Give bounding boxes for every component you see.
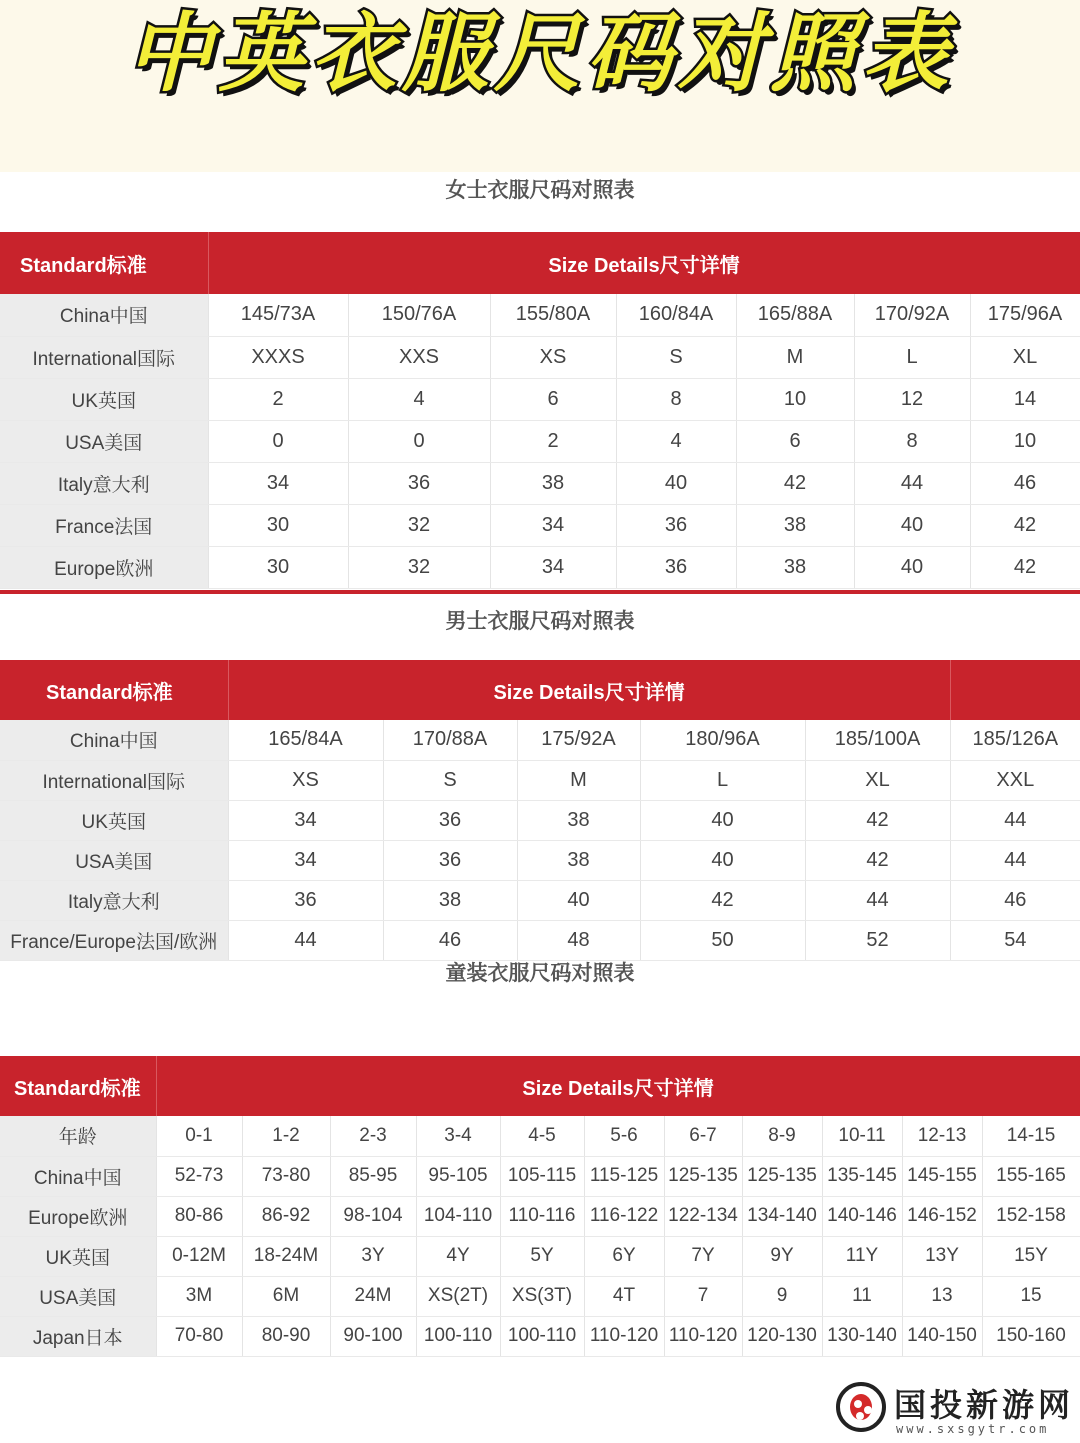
size-cell: 150-160: [982, 1316, 1080, 1356]
table-row: [0, 1116, 1080, 1156]
size-cell: 85-95: [330, 1156, 416, 1196]
size-cell: 50: [640, 920, 805, 960]
size-cell: 46: [970, 462, 1080, 504]
row-label: UK英国: [0, 800, 228, 840]
size-cell: 145-155: [902, 1156, 982, 1196]
size-cell: 9Y: [742, 1236, 822, 1276]
size-cell: 185/100A: [805, 720, 950, 760]
size-cell: 52: [805, 920, 950, 960]
size-cell: 110-120: [584, 1316, 664, 1356]
size-cell: 86-92: [242, 1196, 330, 1236]
size-cell: 5-6: [584, 1116, 664, 1156]
table-row: [0, 720, 1080, 760]
row-label: 年龄: [0, 1116, 156, 1156]
size-cell: 180/96A: [640, 720, 805, 760]
size-cell: 90-100: [330, 1316, 416, 1356]
size-cell: 38: [490, 462, 616, 504]
row-label: Italy意大利: [0, 462, 208, 504]
size-cell: 3M: [156, 1276, 242, 1316]
size-cell: 36: [228, 880, 383, 920]
row-label: USA美国: [0, 1276, 156, 1316]
size-cell: 7: [664, 1276, 742, 1316]
size-cell: 73-80: [242, 1156, 330, 1196]
size-cell: 100-110: [500, 1316, 584, 1356]
size-cell: 2: [490, 420, 616, 462]
table-row: [0, 294, 1080, 336]
row-label: International国际: [0, 336, 208, 378]
table-row: [0, 1196, 1080, 1236]
table-row: [0, 1316, 1080, 1356]
size-cell: XL: [805, 760, 950, 800]
table-row: [0, 880, 1080, 920]
size-cell: 170/92A: [854, 294, 970, 336]
size-cell: 0-1: [156, 1116, 242, 1156]
table-row: [0, 1236, 1080, 1276]
watermark-url: www.sxsgytr.com: [896, 1422, 1050, 1436]
size-cell: 116-122: [584, 1196, 664, 1236]
size-cell: 10: [970, 420, 1080, 462]
size-cell: 40: [640, 800, 805, 840]
size-cell: 38: [736, 504, 854, 546]
size-cell: 98-104: [330, 1196, 416, 1236]
size-cell: 95-105: [416, 1156, 500, 1196]
size-cell: 0: [348, 420, 490, 462]
kids-size-table: [0, 1056, 1080, 1357]
size-cell: 7Y: [664, 1236, 742, 1276]
size-cell: 38: [736, 546, 854, 588]
size-cell: 122-134: [664, 1196, 742, 1236]
size-cell: 40: [854, 504, 970, 546]
size-cell: XXXS: [208, 336, 348, 378]
row-label: Japan日本: [0, 1316, 156, 1356]
size-cell: 135-145: [822, 1156, 902, 1196]
men-section-title: 男士衣服尺码对照表: [445, 609, 635, 633]
women-size-table: [0, 232, 1080, 589]
size-cell: 170/88A: [383, 720, 517, 760]
size-cell: 54: [950, 920, 1080, 960]
size-cell: 44: [805, 880, 950, 920]
row-label: France/Europe法国/欧洲: [0, 920, 228, 960]
size-cell: 44: [228, 920, 383, 960]
size-cell: 40: [616, 462, 736, 504]
title-banner: [0, 0, 1080, 172]
size-cell: 140-146: [822, 1196, 902, 1236]
size-cell: 105-115: [500, 1156, 584, 1196]
size-cell: 2: [208, 378, 348, 420]
size-cell: 185/126A: [950, 720, 1080, 760]
size-cell: 1-2: [242, 1116, 330, 1156]
size-cell: S: [383, 760, 517, 800]
size-cell: 42: [640, 880, 805, 920]
watermark-name: 国投新游网: [894, 1386, 1075, 1424]
size-cell: 38: [383, 880, 517, 920]
size-cell: 110-120: [664, 1316, 742, 1356]
size-cell: 4T: [584, 1276, 664, 1316]
table-row: [0, 504, 1080, 546]
size-cell: 14: [970, 378, 1080, 420]
size-cell: 34: [228, 800, 383, 840]
size-cell: 11Y: [822, 1236, 902, 1276]
size-cell: 30: [208, 546, 348, 588]
size-cell: 4: [616, 420, 736, 462]
size-cell: 32: [348, 546, 490, 588]
size-cell: 150/76A: [348, 294, 490, 336]
size-cell: 80-90: [242, 1316, 330, 1356]
size-cell: 140-150: [902, 1316, 982, 1356]
size-cell: 125-135: [742, 1156, 822, 1196]
row-label: China中国: [0, 294, 208, 336]
size-cell: 44: [950, 840, 1080, 880]
size-cell: 8-9: [742, 1116, 822, 1156]
size-cell: 42: [970, 504, 1080, 546]
size-cell: 8: [854, 420, 970, 462]
size-cell: 104-110: [416, 1196, 500, 1236]
size-cell: XS(2T): [416, 1276, 500, 1316]
size-cell: XXS: [348, 336, 490, 378]
size-cell: 130-140: [822, 1316, 902, 1356]
table-row: [0, 420, 1080, 462]
size-cell: 8: [616, 378, 736, 420]
size-cell: 15: [982, 1276, 1080, 1316]
row-label: France法国: [0, 504, 208, 546]
size-cell: 46: [950, 880, 1080, 920]
size-cell: 155/80A: [490, 294, 616, 336]
size-cell: 46: [383, 920, 517, 960]
size-cell: 134-140: [742, 1196, 822, 1236]
size-cell: 11: [822, 1276, 902, 1316]
row-label: Europe欧洲: [0, 546, 208, 588]
size-cell: 2-3: [330, 1116, 416, 1156]
size-cell: 160/84A: [616, 294, 736, 336]
row-label: China中国: [0, 1156, 156, 1196]
size-cell: XS(3T): [500, 1276, 584, 1316]
row-label: USA美国: [0, 420, 208, 462]
size-cell: 165/84A: [228, 720, 383, 760]
size-cell: 152-158: [982, 1196, 1080, 1236]
table-row: [0, 920, 1080, 960]
size-cell: 70-80: [156, 1316, 242, 1356]
size-cell: 145/73A: [208, 294, 348, 336]
size-cell: 6Y: [584, 1236, 664, 1276]
size-cell: 12: [854, 378, 970, 420]
kids-section-title: 童装衣服尺码对照表: [445, 961, 635, 985]
size-cell: 165/88A: [736, 294, 854, 336]
watermark: [830, 1378, 1080, 1443]
size-cell: 175/92A: [517, 720, 640, 760]
size-cell: 3-4: [416, 1116, 500, 1156]
size-cell: 5Y: [500, 1236, 584, 1276]
size-cell: 42: [970, 546, 1080, 588]
size-cell: 6M: [242, 1276, 330, 1316]
table-row: [0, 760, 1080, 800]
size-cell: XS: [228, 760, 383, 800]
size-cell: 36: [383, 800, 517, 840]
size-cell: 36: [348, 462, 490, 504]
size-cell: S: [616, 336, 736, 378]
kids-header-details: Size Details尺寸详情: [156, 1056, 1080, 1116]
size-cell: 32: [348, 504, 490, 546]
size-cell: 125-135: [664, 1156, 742, 1196]
size-cell: 3Y: [330, 1236, 416, 1276]
size-cell: 110-116: [500, 1196, 584, 1236]
size-cell: 18-24M: [242, 1236, 330, 1276]
size-cell: 44: [950, 800, 1080, 840]
table-row: [0, 1156, 1080, 1196]
size-cell: 30: [208, 504, 348, 546]
size-cell: XS: [490, 336, 616, 378]
row-label: China中国: [0, 720, 228, 760]
row-label: UK英国: [0, 1236, 156, 1276]
size-cell: 13: [902, 1276, 982, 1316]
row-label: UK英国: [0, 378, 208, 420]
size-cell: XXL: [950, 760, 1080, 800]
size-cell: 120-130: [742, 1316, 822, 1356]
men-header-standard: Standard标准: [0, 660, 228, 720]
size-cell: L: [854, 336, 970, 378]
size-cell: 146-152: [902, 1196, 982, 1236]
size-cell: 6: [490, 378, 616, 420]
size-cell: 38: [517, 840, 640, 880]
size-cell: 175/96A: [970, 294, 1080, 336]
size-cell: M: [517, 760, 640, 800]
table-row: [0, 840, 1080, 880]
ladybug-logo-icon: [836, 1382, 886, 1432]
size-cell: 100-110: [416, 1316, 500, 1356]
size-cell: 44: [854, 462, 970, 504]
women-header-details: Size Details尺寸详情: [208, 232, 1080, 294]
table-row: [0, 336, 1080, 378]
men-size-table: [0, 660, 1080, 961]
women-section-title: 女士衣服尺码对照表: [445, 178, 635, 202]
size-cell: 6: [736, 420, 854, 462]
size-cell: 34: [490, 504, 616, 546]
size-cell: 52-73: [156, 1156, 242, 1196]
size-cell: 40: [517, 880, 640, 920]
table-row: [0, 378, 1080, 420]
size-cell: 80-86: [156, 1196, 242, 1236]
size-cell: XL: [970, 336, 1080, 378]
row-label: USA美国: [0, 840, 228, 880]
size-cell: 24M: [330, 1276, 416, 1316]
women-header-standard: Standard标准: [0, 232, 208, 294]
table-row: [0, 800, 1080, 840]
size-cell: M: [736, 336, 854, 378]
row-label: International国际: [0, 760, 228, 800]
size-cell: 42: [805, 840, 950, 880]
men-header-details: Size Details尺寸详情: [228, 660, 950, 720]
size-cell: 10: [736, 378, 854, 420]
women-table-bottom-rule: [0, 590, 1080, 594]
size-cell: 10-11: [822, 1116, 902, 1156]
size-cell: 42: [736, 462, 854, 504]
size-cell: 0: [208, 420, 348, 462]
size-cell: 12-13: [902, 1116, 982, 1156]
size-cell: 14-15: [982, 1116, 1080, 1156]
size-cell: 34: [490, 546, 616, 588]
size-cell: 40: [640, 840, 805, 880]
size-cell: 34: [228, 840, 383, 880]
size-cell: 0-12M: [156, 1236, 242, 1276]
page-title: 中英衣服尺码对照表: [126, 4, 954, 104]
size-cell: L: [640, 760, 805, 800]
row-label: Italy意大利: [0, 880, 228, 920]
size-cell: 155-165: [982, 1156, 1080, 1196]
size-cell: 36: [616, 504, 736, 546]
size-cell: 42: [805, 800, 950, 840]
size-cell: 6-7: [664, 1116, 742, 1156]
size-cell: 13Y: [902, 1236, 982, 1276]
size-cell: 36: [616, 546, 736, 588]
size-cell: 36: [383, 840, 517, 880]
size-cell: 4-5: [500, 1116, 584, 1156]
table-row: [0, 462, 1080, 504]
row-label: Europe欧洲: [0, 1196, 156, 1236]
size-cell: 4: [348, 378, 490, 420]
table-row: [0, 546, 1080, 588]
table-row: [0, 1276, 1080, 1316]
size-cell: 40: [854, 546, 970, 588]
size-cell: 48: [517, 920, 640, 960]
men-header-empty: [950, 660, 1080, 720]
size-cell: 34: [208, 462, 348, 504]
size-cell: 15Y: [982, 1236, 1080, 1276]
size-cell: 9: [742, 1276, 822, 1316]
kids-header-standard: Standard标准: [0, 1056, 156, 1116]
size-cell: 115-125: [584, 1156, 664, 1196]
size-cell: 4Y: [416, 1236, 500, 1276]
size-cell: 38: [517, 800, 640, 840]
